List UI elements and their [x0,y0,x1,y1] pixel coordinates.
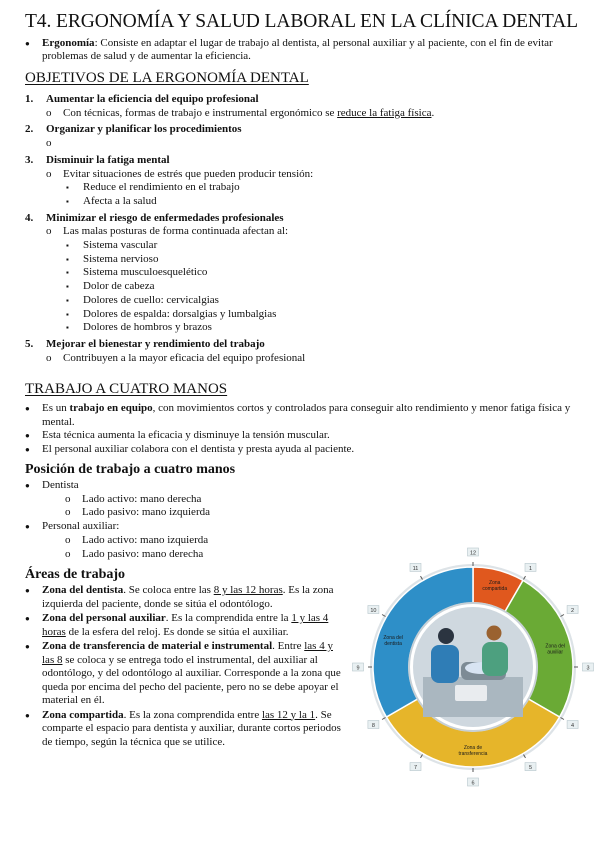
objective-number: 5. [25,337,34,350]
item-text-end: de la esfera del reloj. Es donde se sitúa el auxiliar. [65,625,289,638]
objective-2 [25,123,585,150]
hour-label: 6 [471,780,475,787]
objective-1 [25,93,585,120]
area-title: Zona del personal auxiliar [42,612,166,624]
underlined-text: 8 y las 12 horas [213,584,283,596]
objective-title: Minimizar el riesgo de enfermedades profesionales [46,211,284,224]
objectives-heading: OBJETIVOS DE LA ERGONOMÍA DENTAL [25,70,309,86]
underlined-text: 1 y las 4 horas [42,612,329,638]
list-item: ▪ Reduce el rendimiento en el trabajo [46,181,585,195]
area-title: Zona de transferencia de material e instrumental [42,640,273,652]
list-item [25,612,345,639]
clock-diagram [348,546,598,796]
objective-number: 2. [25,123,34,136]
list-item: o Las malas posturas de forma continuada afectan al: [46,225,585,239]
objective-title: Mejorar el bienestar y rendimiento del trabajo [46,337,265,350]
item-text: . Se coloca entre las [123,584,214,596]
hour-label: 5 [528,765,533,772]
dentist-body [431,645,459,683]
item-text-end: , con movimientos cortos y controlados para conseguir alto rendimiento y menor fatiga física y mental. [42,402,571,428]
objective-title: Organizar y planificar los procedimientos [46,123,242,136]
list-item: o Lado activo: mano izquierda [25,534,325,548]
objective-3 [25,154,585,209]
areas-list [25,584,345,750]
list-item: ● Dentista [25,479,325,493]
zone-dentist-label: Zona del dentista [383,635,403,648]
list-item [25,402,585,429]
hour-label: 10 [370,608,377,614]
list-item: o Lado pasivo: mano izquierda [25,506,325,520]
assistant-body [482,642,508,676]
list-item: ▪ Dolores de espalda: dorsalgias y lumbalgias [46,308,585,322]
list-item: o Evitar situaciones de estrés que pueden producir tensión: [46,168,585,182]
objectives-list [25,93,585,368]
objective-number: 1. [25,93,34,105]
list-item: o Lado activo: mano derecha [25,493,325,507]
list-item: ▪ Sistema nervioso [46,253,585,267]
list-item: ▪ Afecta a la salud [46,195,585,209]
item-text-end: se coloca y se entrega todo el instrumental, del auxiliar al odontólogo, y del odontólogo al auxiliar. Corresponde a la zona que queda por encima del pecho del paciente, pero no se debe apoyar el material en él. [42,653,341,706]
item-text-end: . [431,106,435,119]
list-item [46,107,585,121]
objective-4 [25,212,585,335]
hour-label: 3 [586,665,590,672]
list-item: ● Esta técnica aumenta la eficacia y disminuye la tensión muscular. [25,429,585,443]
list-item: ▪ Dolor de cabeza [46,280,585,294]
list-item [46,137,585,151]
zone-aux-label: Zona del auxiliar [545,643,565,656]
working-zones-diagram [348,546,598,796]
four-hands-list [25,402,585,457]
zone-shared-label: Zona compartida [482,579,508,592]
page-title: T4. ERGONOMÍA Y SALUD LABORAL EN LA CLÍNICA DENTAL [25,11,578,32]
instrument-tray [455,685,487,701]
hour-label: 7 [413,765,418,772]
area-title: Zona del dentista [42,584,124,596]
list-item: ▪ Sistema musculoesquelético [46,266,585,280]
objective-number: 4. [25,211,34,224]
list-item [25,37,580,63]
item-text: . Entre [272,640,305,652]
list-item: ● Personal auxiliar: [25,520,325,534]
item-text-end: . Se comparte el espacio para dentista y auxiliar, durante cortos periodos de tiempo, según la técnica que se utilice. [42,708,341,748]
hour-label: 1 [528,565,533,572]
hour-label: 9 [356,665,360,672]
hour-label: 2 [571,608,575,614]
areas-heading: Áreas de trabajo [25,567,126,582]
term: Ergonomía [42,37,95,49]
item-text: Es un [42,402,70,414]
list-item: ▪ Dolores de hombros y brazos [46,321,585,335]
list-item: o Lado pasivo: mano derecha [25,548,325,562]
hour-label: 4 [571,723,575,729]
objective-5 [25,338,585,365]
list-item: ▪ Sistema vascular [46,239,585,253]
list-item [25,640,345,708]
item-text: . Es la comprendida entre la [165,612,292,624]
assistant-head [487,626,502,641]
underlined-text: las 12 y la 1 [261,708,316,721]
list-item: ▪ Dolores de cuello: cervicalgias [46,294,585,308]
item-text: . Es la zona comprendida entre [123,708,262,721]
list-item [25,709,345,750]
position-heading: Posición de trabajo a cuatro manos [25,462,236,477]
objective-title: Aumentar la eficiencia del equipo profesional [46,93,259,105]
four-hands-heading: TRABAJO A CUATRO MANOS [25,381,228,397]
underlined-text: las 4 y las 8 [42,640,333,666]
zone-transfer-label: Zona de transferencia [458,745,488,757]
item-text: Con técnicas, formas de trabajo e instrumental ergonómico se [63,106,338,119]
area-title: Zona compartida [42,708,124,721]
objective-number: 3. [25,153,34,166]
hour-label: 8 [371,723,375,729]
list-item: ● El personal auxiliar colabora con el dentista y presta ayuda al paciente. [25,443,585,457]
ergonomics-definition [25,37,580,63]
objective-title: Disminuir la fatiga mental [46,153,170,166]
dentist-head [438,628,454,644]
underlined-text: reduce la fatiga física [337,106,432,119]
definition-text: : Consiste en adaptar el lugar de trabajo al dentista, al personal auxiliar y al paciente, con el fin de evitar problemas de salud y de aumentar la eficiencia. [42,37,553,62]
list-item [25,584,345,611]
bold-text: trabajo en equipo [69,402,153,414]
item-text-end: . Es la zona izquierda del paciente, donde se sitúa el odontólogo. [42,584,334,610]
position-list [25,479,325,561]
list-item: o Contribuyen a la mayor eficacia del equipo profesional [46,352,585,366]
hour-label: 11 [412,565,419,572]
hour-label: 12 [469,550,477,557]
